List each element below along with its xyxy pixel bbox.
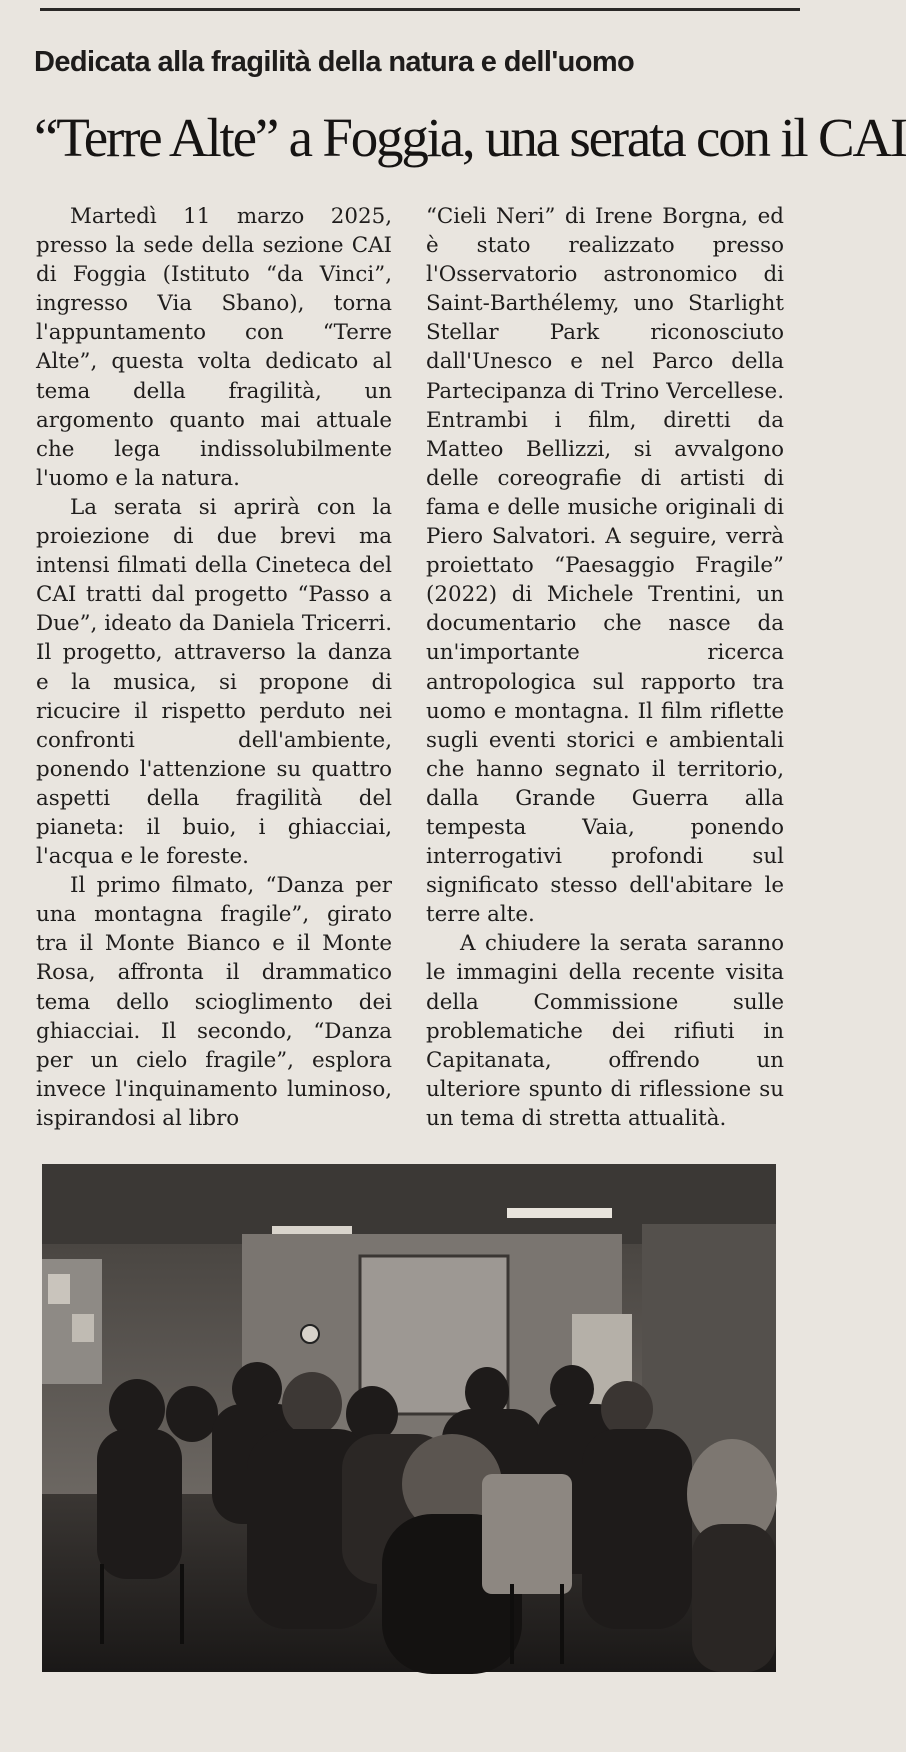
top-rule: [40, 8, 800, 11]
article-headline: “Terre Alte” a Foggia, una serata con il CAI: [34, 107, 906, 168]
event-photo-image: [42, 1164, 776, 1672]
article-paragraph: A chiudere la serata saranno le immagini della recente visita della Commissione sulle problematiche dei rifiuti in Capitanata, offrendo un ulteriore spunto di riflessione su un tema di stretta attualità.: [426, 931, 784, 1131]
event-photo: [42, 1164, 776, 1672]
article-paragraph: La serata si aprirà con la proiezione di due brevi ma intensi filmati della Cineteca del CAI tratti dal progetto “Passo a Due”, ideato da Daniela Tricerri. Il progetto, attraverso la danza e la musica, si propone di ricucire il rispetto perduto nei confronti dell'ambiente, ponendo l'attenzione su quattro aspetti della fragilità del pianeta: il buio, i ghiacciai, l'acqua e le foreste.: [36, 494, 392, 870]
article-column-right: [426, 202, 784, 1133]
article-kicker: Dedicata alla fragilità della natura e dell'uomo: [34, 46, 635, 78]
article-paragraph-continuation: “Cieli Neri” di Irene Borgna, ed è stato realizzato presso l'Osservatorio astronomico di Saint-Barthélemy, uno Starlight Stellar Park riconosciuto dall'Unesco e nel Parco della Partecipanza di Trino Vercellese. Entrambi i film, diretti da Matteo Bellizzi, si avvalgono delle coreografie di artisti di fama e delle musiche originali di Piero Salvatori. A seguire, verrà proiettato “Paesaggio Fragile” (2022) di Michele Trentini, un documentario che nasce da un'importante ricerca antropologica sul rapporto tra uomo e montagna. Il film riflette sugli eventi storici e ambientali che hanno segnato il territorio, dalla Grande Guerra alla tempesta Vaia, ponendo interrogativi profondi sul significato stesso dell'abitare le terre alte.: [426, 204, 784, 928]
article-column-left: [36, 202, 392, 1133]
article-paragraph: Martedì 11 marzo 2025, presso la sede della sezione CAI di Foggia (Istituto “da Vinci”, ingresso Via Sbano), torna l'appuntamento con “Terre Alte”, questa volta dedicato al tema della fragilità, un argomento quanto mai attuale che lega indissolubilmente l'uomo e la natura.: [36, 204, 392, 491]
article-paragraph: Il primo filmato, “Danza per una montagna fragile”, girato tra il Monte Bianco e il Monte Rosa, affronta il drammatico tema dello scioglimento dei ghiacciai. Il secondo, “Danza per un cielo fragile”, esplora invece l'inquinamento luminoso, ispirandosi al libro: [36, 873, 392, 1131]
